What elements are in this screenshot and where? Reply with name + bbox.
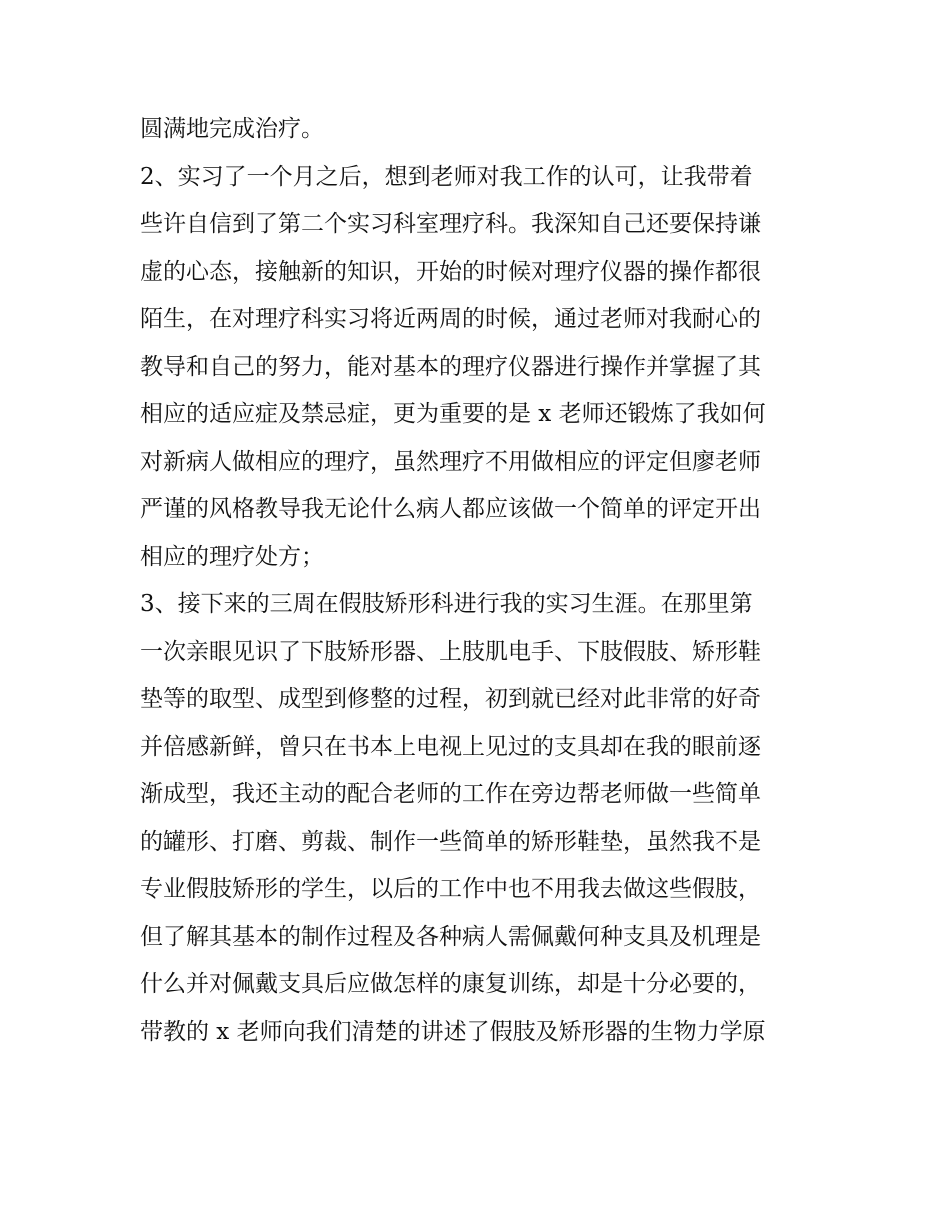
- text-line: 圆满地完成治疗。: [140, 116, 324, 142]
- body-text: [140, 106, 820, 1056]
- text-line: 相应的适应症及禁忌症，更为重要的是 x 老师还锻炼了我如何: [140, 401, 766, 427]
- text-line: 虚的心态，接触新的知识，开始的时候对理疗仪器的操作都很: [140, 258, 761, 285]
- text-line: 渐成型，我还主动的配合老师的工作在旁边帮老师做一些简单: [140, 781, 761, 807]
- text-line: 严谨的风格教导我无论什么病人都应该做一个简单的评定开出: [140, 496, 761, 522]
- text-line: 教导和自己的努力，能对基本的理疗仪器进行操作并掌握了其: [140, 353, 761, 380]
- text-line: 什么并对佩戴支具后应做怎样的康复训练，却是十分必要的，: [140, 971, 761, 997]
- text-line: 陌生，在对理疗科实习将近两周的时候，通过老师对我耐心的: [140, 306, 761, 332]
- text-line: 些许自信到了第二个实习科室理疗科。我深知自己还要保持谦: [140, 211, 761, 237]
- text-line: 垫等的取型、成型到修整的过程，初到就已经对此非常的好奇: [140, 686, 761, 712]
- text-line: 相应的理疗处方；: [140, 543, 324, 570]
- text-line: 3、接下来的三周在假肢矫形科进行我的实习生涯。在那里第: [140, 591, 753, 617]
- text-line: 带教的 x 老师向我们清楚的讲述了假肢及矫形器的生物力学原: [140, 1018, 766, 1045]
- text-line: 一次亲眼见识了下肢矫形器、上肢肌电手、下肢假肢、矫形鞋: [140, 638, 761, 665]
- text-line: 但了解其基本的制作过程及各种病人需佩戴何种支具及机理是: [140, 923, 761, 950]
- text-line: 并倍感新鲜，曾只在书本上电视上见过的支具却在我的眼前逐: [140, 733, 761, 760]
- text-line: 2、实习了一个月之后，想到老师对我工作的认可，让我带着: [140, 163, 753, 190]
- text-line: 专业假肢矫形的学生，以后的工作中也不用我去做这些假肢，: [140, 876, 761, 902]
- text-line: 对新病人做相应的理疗，虽然理疗不用做相应的评定但廖老师: [140, 448, 761, 475]
- text-line: 的罐形、打磨、剪裁、制作一些简单的矫形鞋垫，虽然我不是: [140, 828, 761, 855]
